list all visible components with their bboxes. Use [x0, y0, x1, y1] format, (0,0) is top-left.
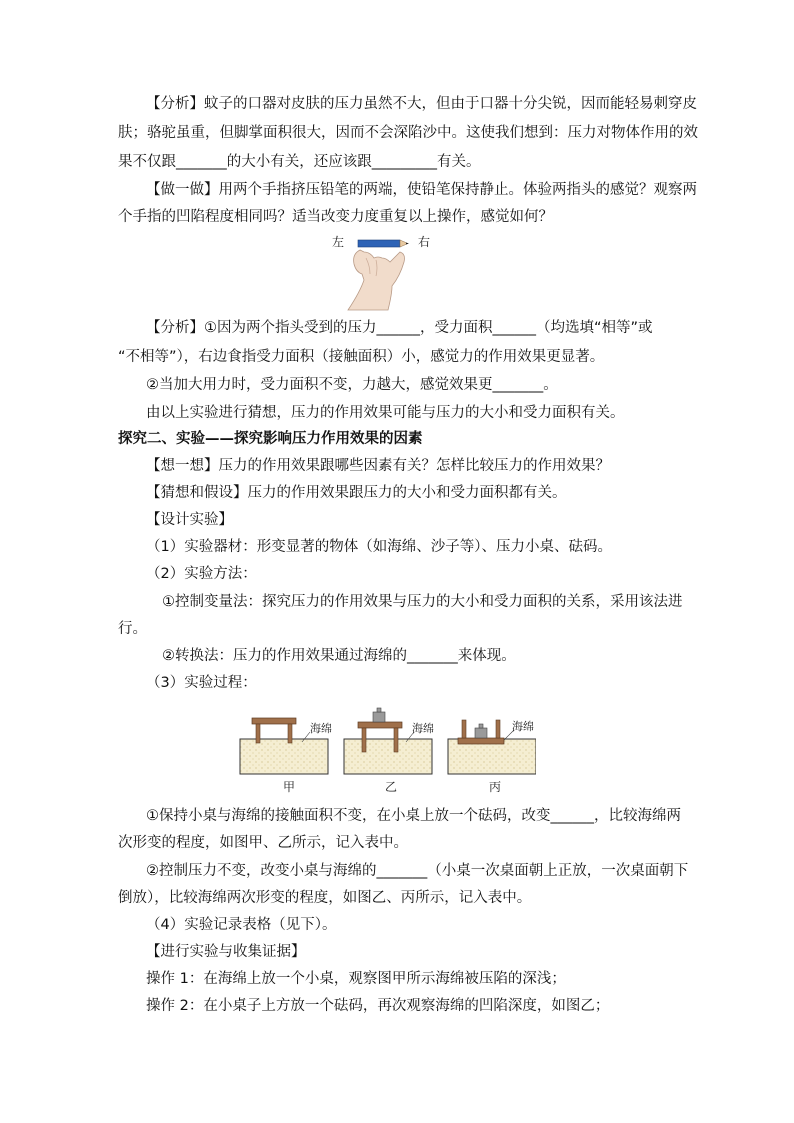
operation-2: 操作 2：在小桌子上方放一个砝码，再次观察海绵的凹陷深度，如图乙； [146, 998, 610, 1014]
operation-1: 操作 1：在海绵上放一个小桌，观察图甲所示海绵被压陷的深浅； [146, 971, 566, 987]
collect-heading: 【进行实验与收集证据】 [146, 944, 306, 960]
step-2-line-1: ②控制压力不变，改变小桌与海绵的_______（小桌一次桌面朝上正放，一次桌面朝下 [146, 863, 689, 879]
step-1-line-1: ①保持小桌与海绵的接触面积不变，在小桌上放一个砝码，改变______，比较海绵两 [146, 808, 681, 824]
sponge-label-bing: 海绵 [512, 720, 534, 733]
think-line: 【想一想】压力的作用效果跟哪些因素有关？怎样比较压力的作用效果？ [146, 458, 610, 474]
analysis-2-line-1: 【分析】①因为两个指头受到的压力______，受力面积______（均选填“相等”或 [146, 320, 653, 336]
try-it-line-2: 个手指的凹陷程度相同吗？适当改变力度重复以上操作，感觉如何？ [118, 209, 553, 225]
figure-left-label: 左 [332, 235, 345, 249]
section-heading: 探究二、实验——探究影响压力作用效果的因素 [118, 431, 423, 447]
conjecture-summary: 由以上实验进行猜想，压力的作用效果可能与压力的大小和受力面积有关。 [146, 405, 625, 421]
caption-yi: 乙 [385, 780, 398, 794]
analysis-2-point-2: ②当加大用力时，受力面积不变，力越大，感觉效果更_______。 [146, 377, 558, 393]
caption-jia: 甲 [283, 780, 296, 794]
method-1-line-1: ①控制变量法：探究压力的作用效果与压力的大小和受力面积的关系，采用该法进 [162, 594, 683, 610]
analysis-2-line-2: “不相等”），右边食指受力面积（接触面积）小，感觉力的作用效果更显著。 [118, 349, 605, 365]
process-heading: （3）实验过程： [146, 675, 257, 691]
caption-bing: 丙 [489, 780, 502, 794]
step-1-line-2: 次形变的程度，如图甲、乙所示，记入表中。 [118, 835, 408, 851]
panel-yi [344, 708, 434, 774]
method-heading: （2）实验方法： [146, 566, 257, 582]
panel-bing [448, 719, 536, 774]
sponge-label-jia: 海绵 [310, 722, 332, 735]
sponge-label-yi: 海绵 [412, 722, 434, 735]
panel-jia [240, 718, 332, 774]
table-line: （4）实验记录表格（见下）。 [146, 917, 337, 933]
analysis-1-line-1: 【分析】蚊子的口器对皮肤的压力虽然不大，但由于口器十分尖锐，因而能轻易刺穿皮 [146, 96, 697, 112]
try-it-line-1: 【做一做】用两个手指挤压铅笔的两端，使铅笔保持静止。体验两指头的感觉？观察两 [146, 182, 697, 198]
design-heading: 【设计实验】 [146, 512, 233, 528]
step-2-line-2: 倒放），比较海绵两次形变的程度，如图乙、丙所示，记入表中。 [118, 890, 532, 906]
equipment-line: （1）实验器材：形变显著的物体（如海绵、沙子等）、压力小桌、砝码。 [146, 539, 612, 555]
analysis-1-line-3: 果不仅跟_______的大小有关，还应该跟_________有关。 [118, 154, 481, 170]
pencil-fingers-figure [330, 228, 440, 314]
hypothesis-line: 【猜想和假设】压力的作用效果跟压力的大小和受力面积都有关。 [146, 485, 567, 501]
figure-right-label: 右 [418, 235, 431, 249]
analysis-1-line-2: 肤；骆驼虽重，但脚掌面积很大，因而不会深陷沙中。这使我们想到：压力对物体作用的效 [118, 125, 698, 141]
method-1-line-2: 行。 [118, 621, 147, 637]
method-2-line: ②转换法：压力的作用效果通过海绵的_______来体现。 [162, 648, 516, 664]
